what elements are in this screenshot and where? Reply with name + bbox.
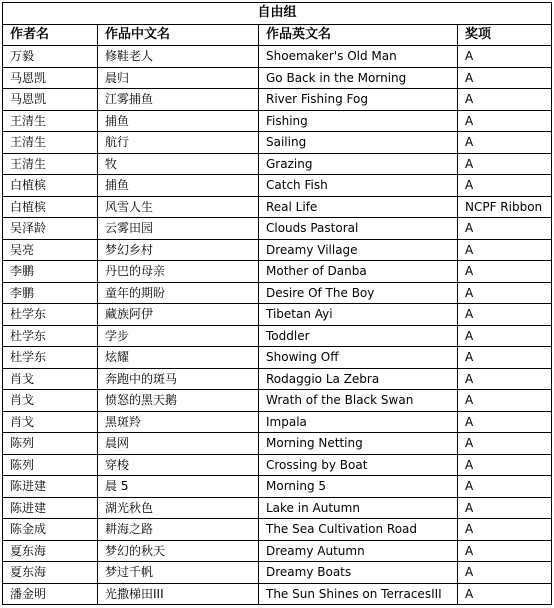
- award-cell[interactable]: A: [458, 239, 552, 261]
- chinese-title-cell[interactable]: 梦幻乡村: [98, 239, 259, 261]
- chinese-title-cell[interactable]: 丹巴的母亲: [98, 261, 259, 283]
- chinese-title-cell[interactable]: 湖光秋色: [98, 497, 259, 519]
- chinese-title-cell[interactable]: 梦过千帆: [98, 562, 259, 584]
- title-row: [3, 3, 552, 25]
- chinese-title-cell[interactable]: 梦幻的秋天: [98, 540, 259, 562]
- english-title-cell[interactable]: Lake in Autumn: [259, 497, 458, 519]
- table-row: [3, 325, 552, 347]
- chinese-title-cell[interactable]: 航行: [98, 132, 259, 154]
- table-row: [3, 218, 552, 240]
- table-row: [3, 519, 552, 541]
- english-title-cell[interactable]: The Sea Cultivation Road: [259, 519, 458, 541]
- chinese-title-cell[interactable]: 捕鱼: [98, 110, 259, 132]
- award-cell[interactable]: A: [458, 390, 552, 412]
- table-row: [3, 583, 552, 605]
- award-cell[interactable]: A: [458, 153, 552, 175]
- author-cell[interactable]: 白植槟: [3, 196, 98, 218]
- award-cell[interactable]: A: [458, 132, 552, 154]
- english-title-cell[interactable]: Dreamy Autumn: [259, 540, 458, 562]
- award-cell[interactable]: A: [458, 67, 552, 89]
- author-cell[interactable]: 李鹏: [3, 282, 98, 304]
- table-row: [3, 540, 552, 562]
- chinese-title-cell[interactable]: 晨 5: [98, 476, 259, 498]
- chinese-title-cell[interactable]: 愤怒的黑天鹅: [98, 390, 259, 412]
- chinese-title-cell[interactable]: 晨归: [98, 67, 259, 89]
- author-cell[interactable]: 陈金成: [3, 519, 98, 541]
- table-row: [3, 368, 552, 390]
- chinese-title-cell[interactable]: 光撒梯田III: [98, 583, 259, 605]
- header-award[interactable]: 奖项: [458, 24, 552, 46]
- table-row: [3, 153, 552, 175]
- award-cell[interactable]: A: [458, 110, 552, 132]
- table-row: [3, 132, 552, 154]
- award-cell[interactable]: A: [458, 282, 552, 304]
- english-title-cell[interactable]: Tibetan Ayi: [259, 304, 458, 326]
- header-author[interactable]: 作者名: [3, 24, 98, 46]
- english-title-cell[interactable]: Rodaggio La Zebra: [259, 368, 458, 390]
- english-title-cell[interactable]: Sailing: [259, 132, 458, 154]
- chinese-title-cell[interactable]: 捕鱼: [98, 175, 259, 197]
- english-title-cell[interactable]: Showing Off: [259, 347, 458, 369]
- table-row: [3, 46, 552, 68]
- chinese-title-cell[interactable]: 藏族阿伊: [98, 304, 259, 326]
- spreadsheet-sheet: [2, 2, 551, 605]
- english-title-cell[interactable]: Toddler: [259, 325, 458, 347]
- english-title-cell[interactable]: Morning Netting: [259, 433, 458, 455]
- english-title-cell[interactable]: Impala: [259, 411, 458, 433]
- table-row: [3, 390, 552, 412]
- award-cell[interactable]: A: [458, 583, 552, 605]
- table-row: [3, 497, 552, 519]
- chinese-title-cell[interactable]: 牧: [98, 153, 259, 175]
- chinese-title-cell[interactable]: 奔跑中的斑马: [98, 368, 259, 390]
- english-title-cell[interactable]: Mother of Danba: [259, 261, 458, 283]
- table-row: [3, 196, 552, 218]
- table-row: [3, 347, 552, 369]
- award-cell[interactable]: A: [458, 304, 552, 326]
- table-body: [3, 46, 552, 605]
- english-title-cell[interactable]: Real Life: [259, 196, 458, 218]
- english-title-cell[interactable]: Grazing: [259, 153, 458, 175]
- chinese-title-cell[interactable]: 晨网: [98, 433, 259, 455]
- author-cell[interactable]: 杜学东: [3, 304, 98, 326]
- award-cell[interactable]: A: [458, 540, 552, 562]
- author-cell[interactable]: 肖戈: [3, 411, 98, 433]
- award-cell[interactable]: A: [458, 497, 552, 519]
- chinese-title-cell[interactable]: 黑斑羚: [98, 411, 259, 433]
- award-cell[interactable]: A: [458, 89, 552, 111]
- english-title-cell[interactable]: The Sun Shines on TerracesIII: [259, 583, 458, 605]
- award-cell[interactable]: A: [458, 368, 552, 390]
- english-title-cell[interactable]: Morning 5: [259, 476, 458, 498]
- chinese-title-cell[interactable]: 风雪人生: [98, 196, 259, 218]
- award-cell[interactable]: A: [458, 218, 552, 240]
- table-row: [3, 175, 552, 197]
- award-cell[interactable]: A: [458, 46, 552, 68]
- chinese-title-cell[interactable]: 云雾田园: [98, 218, 259, 240]
- award-cell[interactable]: A: [458, 175, 552, 197]
- table-row: [3, 67, 552, 89]
- chinese-title-cell[interactable]: 穿梭: [98, 454, 259, 476]
- table-title[interactable]: 自由组: [3, 3, 552, 25]
- author-cell[interactable]: 肖戈: [3, 390, 98, 412]
- author-cell[interactable]: 陈列: [3, 433, 98, 455]
- table-row: [3, 562, 552, 584]
- table-row: [3, 304, 552, 326]
- table-row: [3, 110, 552, 132]
- english-title-cell[interactable]: River Fishing Fog: [259, 89, 458, 111]
- author-cell[interactable]: 李鹏: [3, 261, 98, 283]
- header-english-title[interactable]: 作品英文名: [259, 24, 458, 46]
- chinese-title-cell[interactable]: 炫耀: [98, 347, 259, 369]
- header-chinese-title[interactable]: 作品中文名: [98, 24, 259, 46]
- chinese-title-cell[interactable]: 江雾捕鱼: [98, 89, 259, 111]
- author-cell[interactable]: 肖戈: [3, 368, 98, 390]
- author-cell[interactable]: 白植槟: [3, 175, 98, 197]
- author-cell[interactable]: 吴泽龄: [3, 218, 98, 240]
- english-title-cell[interactable]: Catch Fish: [259, 175, 458, 197]
- english-title-cell[interactable]: Shoemaker's Old Man: [259, 46, 458, 68]
- award-cell[interactable]: A: [458, 562, 552, 584]
- author-cell[interactable]: 杜学东: [3, 347, 98, 369]
- author-cell[interactable]: 夏东海: [3, 540, 98, 562]
- award-cell[interactable]: A: [458, 411, 552, 433]
- author-cell[interactable]: 马恩凯: [3, 89, 98, 111]
- table-row: [3, 261, 552, 283]
- author-cell[interactable]: 王清生: [3, 153, 98, 175]
- english-title-cell[interactable]: Go Back in the Morning: [259, 67, 458, 89]
- author-cell[interactable]: 夏东海: [3, 562, 98, 584]
- table-row: [3, 476, 552, 498]
- award-cell[interactable]: NCPF Ribbon: [458, 196, 552, 218]
- author-cell[interactable]: 吴亮: [3, 239, 98, 261]
- english-title-cell[interactable]: Dreamy Boats: [259, 562, 458, 584]
- english-title-cell[interactable]: Wrath of the Black Swan: [259, 390, 458, 412]
- english-title-cell[interactable]: Fishing: [259, 110, 458, 132]
- author-cell[interactable]: 杜学东: [3, 325, 98, 347]
- table-row: [3, 239, 552, 261]
- author-cell[interactable]: 陈列: [3, 454, 98, 476]
- chinese-title-cell[interactable]: 耕海之路: [98, 519, 259, 541]
- author-cell[interactable]: 陈进建: [3, 497, 98, 519]
- chinese-title-cell[interactable]: 童年的期盼: [98, 282, 259, 304]
- award-cell[interactable]: A: [458, 433, 552, 455]
- author-cell[interactable]: 王清生: [3, 132, 98, 154]
- award-cell[interactable]: A: [458, 347, 552, 369]
- chinese-title-cell[interactable]: 学步: [98, 325, 259, 347]
- award-cell[interactable]: A: [458, 261, 552, 283]
- table-row: [3, 454, 552, 476]
- award-cell[interactable]: A: [458, 325, 552, 347]
- header-row: [3, 24, 552, 46]
- english-title-cell[interactable]: Clouds Pastoral: [259, 218, 458, 240]
- author-cell[interactable]: 万毅: [3, 46, 98, 68]
- author-cell[interactable]: 王清生: [3, 110, 98, 132]
- english-title-cell[interactable]: Desire Of The Boy: [259, 282, 458, 304]
- chinese-title-cell[interactable]: 修鞋老人: [98, 46, 259, 68]
- table-row: [3, 89, 552, 111]
- author-cell[interactable]: 潘金明: [3, 583, 98, 605]
- author-cell[interactable]: 陈进建: [3, 476, 98, 498]
- english-title-cell[interactable]: Dreamy Village: [259, 239, 458, 261]
- author-cell[interactable]: 马恩凯: [3, 67, 98, 89]
- award-cell[interactable]: A: [458, 476, 552, 498]
- table-row: [3, 433, 552, 455]
- award-cell[interactable]: A: [458, 519, 552, 541]
- table-row: [3, 282, 552, 304]
- awards-table: [2, 2, 552, 605]
- award-cell[interactable]: A: [458, 454, 552, 476]
- english-title-cell[interactable]: Crossing by Boat: [259, 454, 458, 476]
- table-row: [3, 411, 552, 433]
